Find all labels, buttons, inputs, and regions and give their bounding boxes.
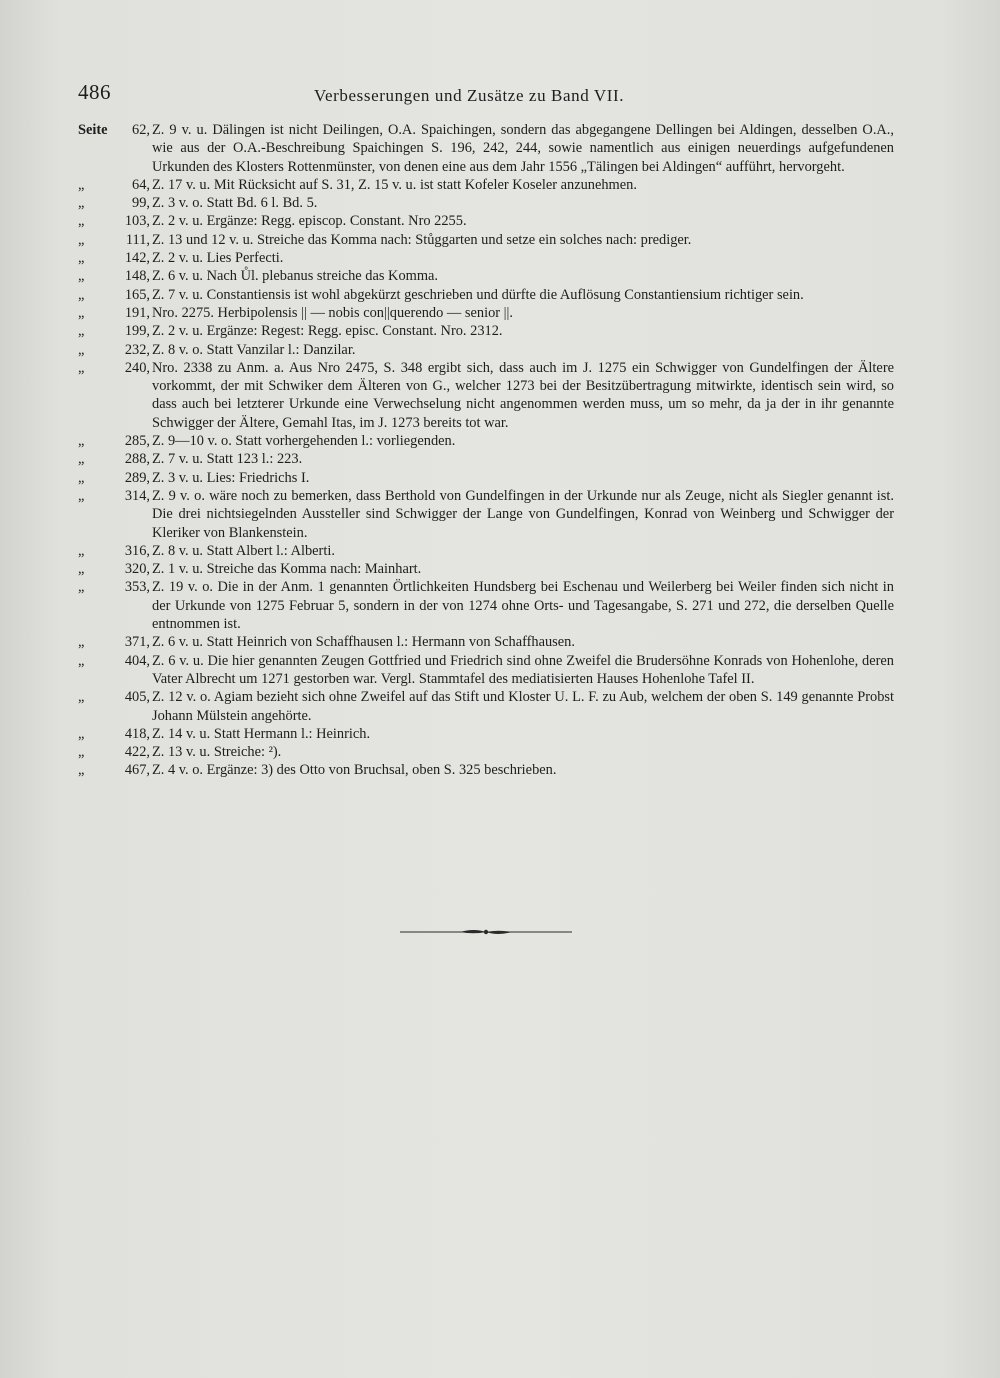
entry-page-ref: 191, [124, 304, 150, 321]
entry-text: Z. 3 v. u. Lies: Friedrichs I. [152, 469, 310, 486]
entry-prefix: „ [78, 231, 85, 248]
correction-entry [78, 542, 894, 560]
running-title: Verbesserungen und Zusätze zu Band VII. [314, 86, 625, 105]
correction-entry [78, 121, 894, 176]
entry-prefix: „ [78, 195, 85, 212]
entry-prefix: „ [78, 725, 85, 742]
entry-prefix: „ [78, 542, 85, 559]
correction-entry [78, 176, 894, 194]
entry-prefix: „ [78, 268, 85, 285]
entry-page-ref: 142, [124, 250, 150, 267]
entry-page-ref: 288, [124, 451, 150, 468]
correction-entry [78, 450, 894, 468]
entry-text: Z. 3 v. o. Statt Bd. 6 l. Bd. 5. [152, 195, 318, 212]
entry-text: Z. 19 v. o. Die in der Anm. 1 genannten Örtlichkeiten Hundsberg bei Eschenau und Weilerberg bei Weiler finden sich nicht in der Urkunde von 1275 Februar 5, sondern in der von 1274 ohne Orts- und Tagesangabe, S. 271 und 272, die derselben Quelle entnommen ist. [152, 579, 894, 633]
entry-prefix: „ [78, 689, 85, 706]
entry-page-ref: 404, [124, 652, 150, 669]
correction-entry [78, 633, 894, 651]
entry-page-ref: 405, [124, 689, 150, 706]
entry-prefix: „ [78, 286, 85, 303]
entry-prefix: „ [78, 469, 85, 486]
entry-page-ref: 111, [125, 231, 150, 248]
entry-text: Z. 2 v. u. Ergänze: Regest: Regg. episc. Constant. Nro. 2312. [152, 323, 503, 340]
entry-text: Z. 9—10 v. o. Statt vorhergehenden l.: vorliegenden. [152, 433, 456, 450]
entry-page-ref: 240, [124, 359, 150, 376]
entry-page-ref: 285, [124, 433, 150, 450]
corrections-list [78, 121, 894, 780]
entry-text: Z. 12 v. o. Agiam bezieht sich ohne Zweifel auf das Stift und Kloster U. L. F. zu Aub, welchem der oben S. 149 genannte Probst Johann Mülstein angehörte. [152, 689, 894, 724]
entry-prefix: „ [78, 213, 85, 230]
entry-page-ref: 103, [124, 213, 150, 230]
correction-entry [78, 231, 894, 249]
entry-text: Z. 13 v. u. Streiche: ²). [152, 744, 282, 761]
correction-entry [78, 249, 894, 267]
entry-text: Z. 2 v. u. Lies Perfecti. [152, 250, 284, 267]
entry-text: Z. 7 v. u. Statt 123 l.: 223. [152, 451, 303, 468]
entry-text: Z. 2 v. u. Ergänze: Regg. episcop. Constant. Nro 2255. [152, 213, 467, 230]
entry-text: Z. 7 v. u. Constantiensis ist wohl abgekürzt geschrieben und dürfte die Auflösung Constantiensium richtiger sein. [152, 286, 804, 303]
entry-page-ref: 289, [124, 469, 150, 486]
correction-entry [78, 487, 894, 542]
entry-prefix: „ [78, 451, 85, 468]
entry-page-ref: 316, [124, 542, 150, 559]
correction-entry [78, 743, 894, 761]
entry-prefix: „ [78, 744, 85, 761]
entry-page-ref: 418, [124, 725, 150, 742]
entry-page-ref: 232, [124, 341, 150, 358]
entry-page-ref: 353, [124, 579, 150, 596]
entry-page-ref: 165, [124, 286, 150, 303]
correction-entry [78, 322, 894, 340]
entry-text: Z. 6 v. u. Statt Heinrich von Schaffhausen l.: Hermann von Schaffhausen. [152, 634, 575, 651]
entry-text: Z. 4 v. o. Ergänze: 3) des Otto von Bruchsal, oben S. 325 beschrieben. [152, 762, 557, 779]
correction-entry [78, 725, 894, 743]
correction-entry [78, 194, 894, 212]
entry-text: Nro. 2338 zu Anm. a. Aus Nro 2475, S. 348 ergibt sich, dass auch im J. 1275 ein Schwigger von Gundelfingen der Ältere vorkommt, der mit Schwiker dem Älteren von G., welcher 1273 bei der Besitzübertragung mitwirkte, identisch sein wird, so dass auch bei letzterer Urkunde eine Verwechselung nicht angenommen werden muss, um so mehr, da ja der in ihr genannte Schwigger der Ältere, Gemahl Itas, im J. 1273 bereits tot war. [152, 359, 894, 431]
entry-prefix: „ [78, 341, 85, 358]
entry-text: Z. 13 und 12 v. u. Streiche das Komma nach: Stůggarten und setze ein solches nach: prediger. [152, 231, 692, 248]
page-header [78, 80, 938, 114]
entry-text: Z. 1 v. u. Streiche das Komma nach: Mainhart. [152, 561, 422, 578]
correction-entry [78, 469, 894, 487]
ornamental-rule-icon [400, 924, 572, 938]
entry-prefix: „ [78, 359, 85, 376]
entry-page-ref: 199, [124, 323, 150, 340]
entry-prefix: „ [78, 304, 85, 321]
correction-entry [78, 359, 894, 432]
entry-page-ref: 467, [124, 762, 150, 779]
entry-text: Z. 14 v. u. Statt Hermann l.: Heinrich. [152, 725, 371, 742]
entry-prefix: „ [78, 634, 85, 651]
correction-entry [78, 341, 894, 359]
entry-text: Z. 17 v. u. Mit Rücksicht auf S. 31, Z. 15 v. u. ist statt Kofeler Koseler anzunehmen. [152, 176, 637, 193]
correction-entry [78, 761, 894, 779]
correction-entry [78, 652, 894, 689]
entry-prefix: „ [78, 652, 85, 669]
correction-entry [78, 560, 894, 578]
entry-text: Z. 6 v. u. Die hier genannten Zeugen Gottfried und Friedrich sind ohne Zweifel die Brudersöhne Konrads von Hohenlohe, deren Vater Albrecht um 1271 gestorben war. Vergl. Stammtafel des mediatisierten Hauses Hohenlohe Tafel II. [152, 652, 894, 687]
correction-entry [78, 304, 894, 322]
entry-text: Z. 8 v. u. Statt Albert l.: Alberti. [152, 542, 335, 559]
entry-page-ref: 62, [132, 122, 150, 138]
correction-entry [78, 432, 894, 450]
entry-page-ref: 64, [132, 176, 150, 193]
correction-entry [78, 212, 894, 230]
entry-text: Z. 8 v. o. Statt Vanzilar l.: Danzilar. [152, 341, 356, 358]
entry-page-ref: 422, [124, 744, 150, 761]
entry-text: Z. 9 v. o. wäre noch zu bemerken, dass Berthold von Gundelfingen in der Urkunde nur als Zeuge, nicht als Siegler genannt ist. Die drei nichtsiegelnden Aussteller sind Schwigger der Lange von Gundelfingen, Konrad von Weinberg und Schwigger der Kleriker von Blankenstein. [152, 487, 894, 541]
entry-page-ref: 148, [124, 268, 150, 285]
entry-text: Nro. 2275. Herbipolensis || — nobis con||querendo — senior ||. [152, 304, 514, 321]
correction-entry [78, 578, 894, 633]
entry-prefix: Seite [78, 122, 108, 138]
entry-prefix: „ [78, 762, 85, 779]
entry-text: Z. 6 v. u. Nach Ůl. plebanus streiche das Komma. [152, 268, 439, 285]
entry-page-ref: 99, [132, 195, 150, 212]
correction-entry [78, 286, 894, 304]
entry-page-ref: 314, [124, 487, 150, 504]
page-number: 486 [78, 80, 111, 104]
entry-prefix: „ [78, 487, 85, 504]
entry-prefix: „ [78, 250, 85, 267]
entry-prefix: „ [78, 323, 85, 340]
entry-prefix: „ [78, 176, 85, 193]
entry-prefix: „ [78, 579, 85, 596]
correction-entry [78, 267, 894, 285]
entry-page-ref: 371, [124, 634, 150, 651]
entry-prefix: „ [78, 561, 85, 578]
entry-text: Z. 9 v. u. Dälingen ist nicht Deilingen, O.A. Spaichingen, sondern das abgegangene Dellingen bei Aldingen, desselben O.A., wie aus der O.A.-Beschreibung Spaichingen S. 196, 242, 244, sowie namentlich aus einigen neuerdings aufgefundenen Urkunden des Klosters Rottenmünster, von denen eine aus dem Jahr 1556 „Tälingen bei Aldingen“ aufführt, hervorgeht. [152, 122, 894, 175]
entry-prefix: „ [78, 433, 85, 450]
correction-entry [78, 688, 894, 725]
entry-page-ref: 320, [124, 561, 150, 578]
